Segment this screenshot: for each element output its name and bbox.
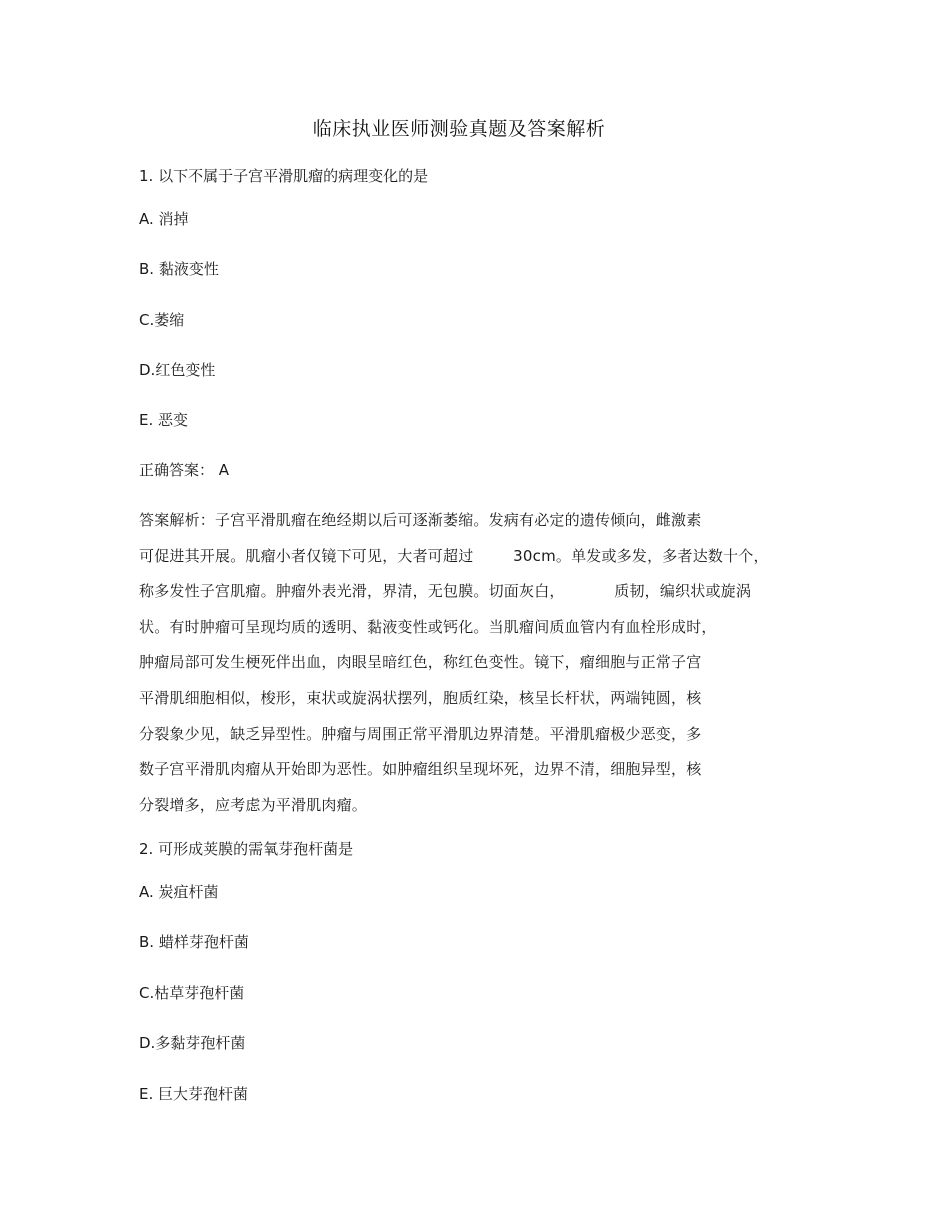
analysis-line: 肿瘤局部可发生梗死伴出血，肉眼呈暗红色，称红色变性。镜下，瘤细胞与正常子宫 — [139, 653, 702, 672]
analysis-line: 数子宫平滑肌肉瘤从开始即为恶性。如肿瘤组织呈现坏死，边界不清，细胞异型，核 — [139, 760, 702, 779]
q2-option-d: D.多黏芽孢杆菌 — [139, 1034, 246, 1052]
q1-analysis — [139, 508, 769, 828]
q1-option-a: A. 消掉 — [139, 210, 189, 228]
question-1: 1. 以下不属于子宫平滑肌瘤的病理变化的是 — [139, 167, 429, 185]
analysis-line: 平滑肌细胞相似，梭形，束状或旋涡状摆列，胞质红染，核呈长杆状，两端钝圆，核 — [139, 688, 702, 707]
question-2: 2. 可形成荚膜的需氧芽孢杆菌是 — [139, 840, 354, 858]
q1-option-b: B. 黏液变性 — [139, 260, 219, 278]
analysis-line: 状。有时肿瘤可呈现均质的透明、黏液变性或钙化。当肌瘤间质血管内有血栓形成时， — [139, 617, 717, 636]
q2-option-c: C.枯草芽孢杆菌 — [139, 984, 245, 1002]
q2-option-b: B. 蜡样芽孢杆菌 — [139, 933, 249, 951]
q1-correct-answer: 正确答案： A — [139, 461, 230, 479]
analysis-line: 可促进其开展。肌瘤小者仅镜下可见，大者可超过 30cm。单发或多发，多者达数十个， — [139, 546, 769, 565]
q2-option-a: A. 炭疽杆菌 — [139, 883, 219, 901]
q2-option-e: E. 巨大芽孢杆菌 — [139, 1085, 249, 1103]
q1-option-d: D.红色变性 — [139, 361, 216, 379]
page-title: 临床执业医师测验真题及答案解析 — [312, 118, 606, 140]
analysis-line: 称多发性子宫肌瘤。肿瘤外表光滑，界清，无包膜。切面灰白， 质韧，编织状或旋涡 — [139, 582, 752, 601]
q1-option-c: C.萎缩 — [139, 311, 185, 329]
analysis-line: 答案解析：子宫平滑肌瘤在绝经期以后可逐渐萎缩。发病有必定的遗传倾向，雌激素 — [139, 511, 702, 529]
q1-option-e: E. 恶变 — [139, 411, 189, 429]
analysis-line: 分裂增多，应考虑为平滑肌肉瘤。 — [139, 795, 368, 814]
analysis-line: 分裂象少见，缺乏异型性。肿瘤与周围正常平滑肌边界清楚。平滑肌瘤极少恶变，多 — [139, 724, 702, 743]
